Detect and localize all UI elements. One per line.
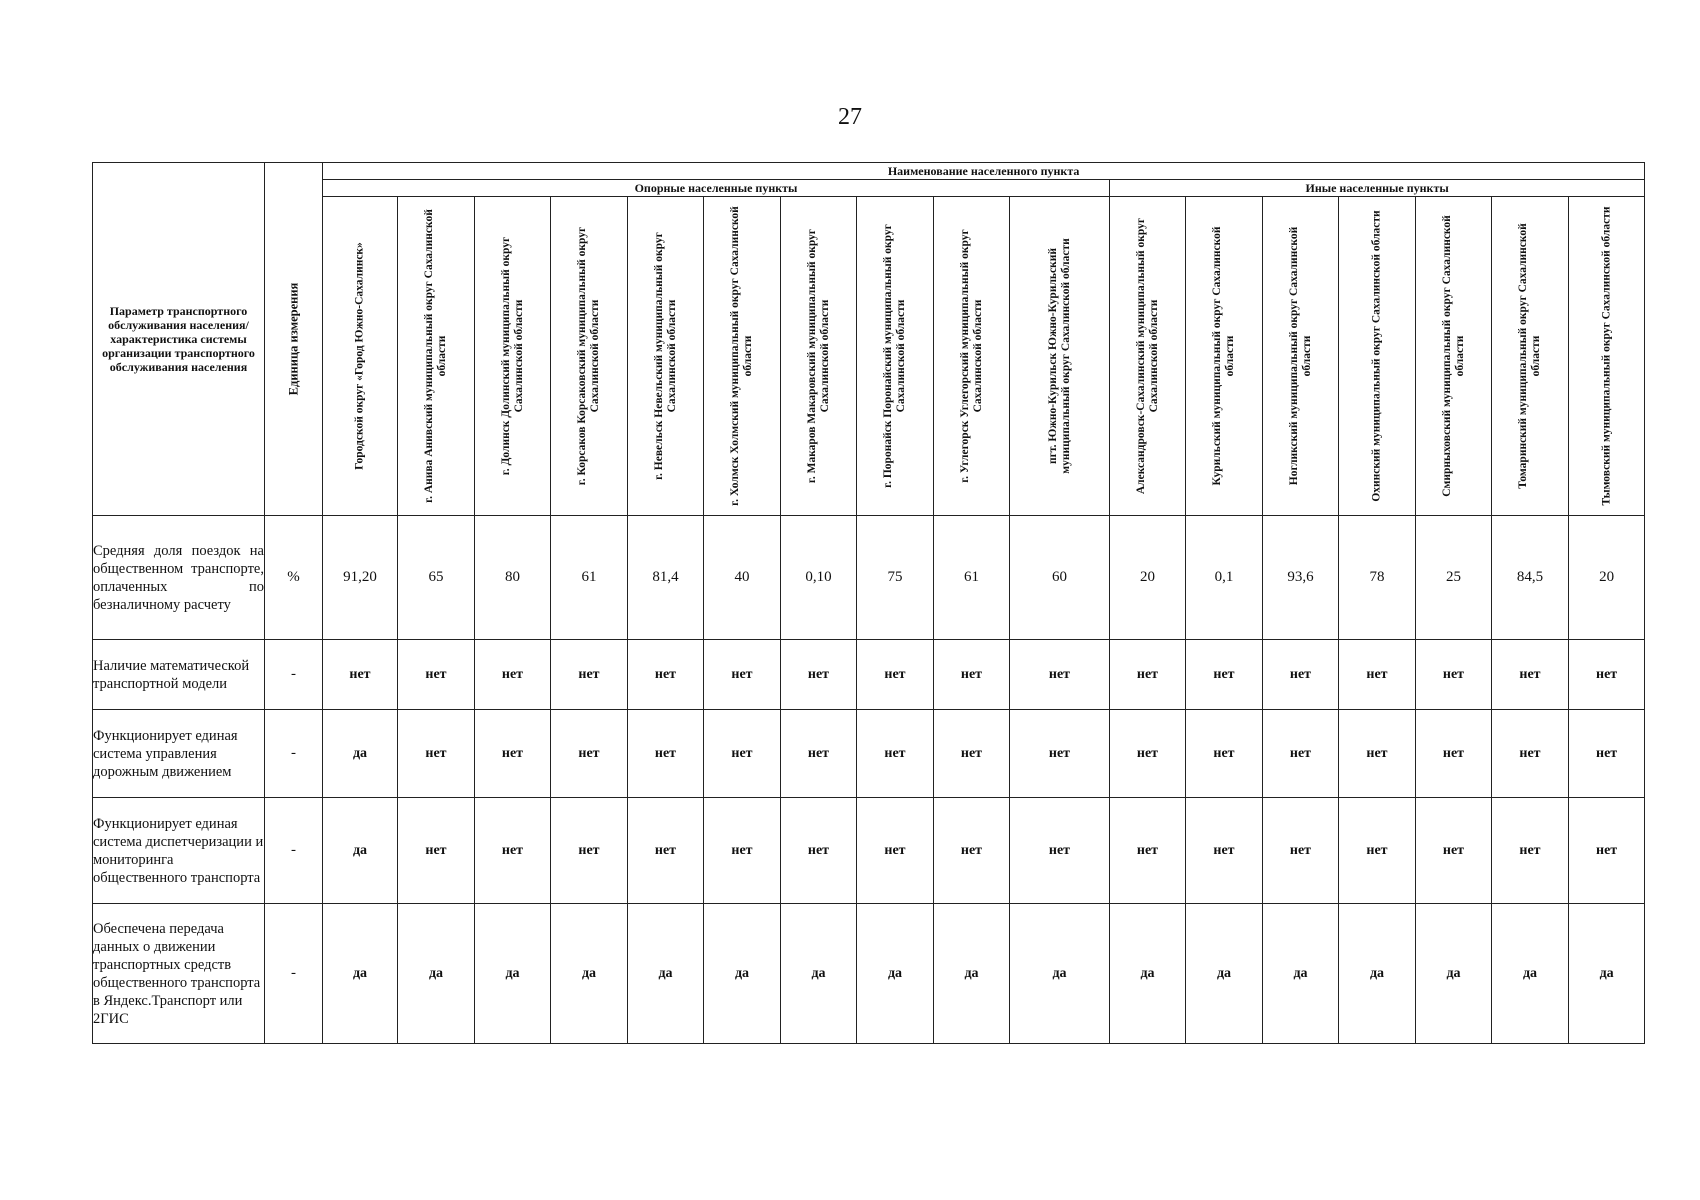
value-cell: да — [1110, 904, 1186, 1044]
value-cell: да — [1569, 904, 1645, 1044]
value-cell: нет — [475, 640, 551, 710]
value-cell: нет — [398, 798, 475, 904]
value-cell: нет — [475, 798, 551, 904]
settlement-column-header-text: Охинский муниципальный округ Сахалинской области — [1370, 210, 1383, 502]
value-cell: нет — [781, 710, 857, 798]
unit-cell: - — [265, 710, 323, 798]
parameter-cell: Наличие математической транспортной модели — [93, 640, 265, 710]
value-cell: нет — [551, 710, 628, 798]
unit-column-header — [265, 163, 323, 516]
settlement-column-header-text: Ногликский муниципальный округ Сахалинской области — [1287, 226, 1313, 486]
value-cell: нет — [1263, 640, 1339, 710]
value-cell: 80 — [475, 516, 551, 640]
value-cell: да — [857, 904, 934, 1044]
settlement-column-header — [1569, 197, 1645, 516]
value-cell: нет — [398, 640, 475, 710]
settlement-column-header — [857, 197, 934, 516]
value-cell: нет — [628, 798, 704, 904]
value-cell: нет — [934, 798, 1010, 904]
value-cell: нет — [1186, 640, 1263, 710]
value-cell: нет — [857, 710, 934, 798]
unit-cell: - — [265, 904, 323, 1044]
value-cell: нет — [704, 640, 781, 710]
value-cell: 0,1 — [1186, 516, 1263, 640]
value-cell: нет — [1110, 798, 1186, 904]
table-row — [93, 710, 1645, 798]
value-cell: да — [475, 904, 551, 1044]
value-cell: нет — [1263, 798, 1339, 904]
value-cell: 91,20 — [323, 516, 398, 640]
value-cell: 81,4 — [628, 516, 704, 640]
value-cell: нет — [1416, 710, 1492, 798]
unit-cell: - — [265, 640, 323, 710]
value-cell: 61 — [934, 516, 1010, 640]
settlement-column-header-text: г. Поронайск Поронайский муниципальный округ Сахалинской области — [882, 224, 907, 488]
settlement-column-header — [934, 197, 1010, 516]
value-cell: да — [934, 904, 1010, 1044]
settlement-column-header — [1110, 197, 1186, 516]
value-cell: да — [398, 904, 475, 1044]
value-cell: 78 — [1339, 516, 1416, 640]
value-cell: нет — [1569, 798, 1645, 904]
value-cell: нет — [551, 798, 628, 904]
value-cell: нет — [857, 640, 934, 710]
unit-cell: % — [265, 516, 323, 640]
settlement-column-header — [1492, 197, 1569, 516]
value-cell: нет — [628, 640, 704, 710]
value-cell: 60 — [1010, 516, 1110, 640]
value-cell: нет — [628, 710, 704, 798]
value-cell: 75 — [857, 516, 934, 640]
table-row — [93, 640, 1645, 710]
settlement-column-header-text: г. Невельск Невельский муниципальный округ Сахалинской области — [652, 232, 678, 480]
value-cell: да — [1263, 904, 1339, 1044]
value-cell: нет — [704, 710, 781, 798]
page-number: 27 — [838, 104, 862, 130]
value-cell: да — [1492, 904, 1569, 1044]
value-cell: да — [1186, 904, 1263, 1044]
other-settlements-header: Иные населенные пункты — [1110, 180, 1645, 197]
settlement-column-header-text: г. Углегорск Углегорский муниципальный округ Сахалинской области — [958, 229, 984, 483]
value-cell: 93,6 — [1263, 516, 1339, 640]
settlement-column-header-text: Курильский муниципальный округ Сахалинской области — [1211, 226, 1236, 486]
value-cell: да — [1416, 904, 1492, 1044]
value-cell: 0,10 — [781, 516, 857, 640]
settlement-column-header-text: Томаринский муниципальный округ Сахалинской области — [1517, 223, 1542, 489]
settlement-column-headers — [93, 197, 1645, 516]
value-cell: нет — [704, 798, 781, 904]
table-row — [93, 904, 1645, 1044]
value-cell: нет — [857, 798, 934, 904]
settlement-column-header — [781, 197, 857, 516]
settlement-column-header — [704, 197, 781, 516]
settlement-column-header — [1010, 197, 1110, 516]
settlement-column-header-text: г. Долинск Долинский муниципальный округ Сахалинской области — [499, 236, 525, 476]
value-cell: нет — [1110, 710, 1186, 798]
settlement-column-header — [1339, 197, 1416, 516]
table-row — [93, 798, 1645, 904]
parameter-cell: Функционирует единая система диспетчеризации и мониторинга общественного транспорта — [93, 798, 265, 904]
unit-cell: - — [265, 798, 323, 904]
transport-parameters-table — [92, 162, 1645, 1044]
parameter-cell: Обеспечена передача данных о движении транспортных средств общественного транспорта в Яндекс.Транспорт или 2ГИС — [93, 904, 265, 1044]
parameter-cell: Средняя доля поездок на общественном транспорте, оплаченных по безналичному расчету — [93, 516, 265, 640]
value-cell: нет — [1339, 710, 1416, 798]
value-cell: нет — [398, 710, 475, 798]
value-cell: да — [323, 904, 398, 1044]
value-cell: нет — [1010, 640, 1110, 710]
value-cell: нет — [1569, 640, 1645, 710]
value-cell: нет — [1492, 798, 1569, 904]
value-cell: нет — [1492, 640, 1569, 710]
settlement-column-header — [1263, 197, 1339, 516]
value-cell: нет — [1010, 798, 1110, 904]
value-cell: 40 — [704, 516, 781, 640]
value-cell: да — [704, 904, 781, 1044]
value-cell: да — [628, 904, 704, 1044]
support-settlements-header: Опорные населенные пункты — [323, 180, 1110, 197]
parameter-cell: Функционирует единая система управления дорожным движением — [93, 710, 265, 798]
value-cell: нет — [1263, 710, 1339, 798]
value-cell: нет — [781, 798, 857, 904]
settlement-column-header-text: г. Холмск Холмский муниципальный округ Сахалинской области — [729, 206, 754, 506]
settlement-column-header-text: г. Макаров Макаровский муниципальный округ Сахалинской области — [805, 228, 831, 484]
value-cell: нет — [1110, 640, 1186, 710]
value-cell: нет — [1339, 798, 1416, 904]
param-column-header: Параметр транспортного обслуживания населения/ характеристика системы организации транспортного обслуживания населения — [93, 163, 265, 516]
settlement-column-header — [398, 197, 475, 516]
table-row — [93, 516, 1645, 640]
value-cell: нет — [1186, 798, 1263, 904]
settlement-column-header-text: Тымовский муниципальный округ Сахалинской области — [1600, 206, 1613, 506]
value-cell: нет — [1416, 640, 1492, 710]
value-cell: нет — [1339, 640, 1416, 710]
table-body — [93, 516, 1645, 1044]
settlement-column-header — [475, 197, 551, 516]
settlement-column-header — [551, 197, 628, 516]
value-cell: да — [1339, 904, 1416, 1044]
value-cell: нет — [475, 710, 551, 798]
value-cell: нет — [934, 710, 1010, 798]
settlement-column-header — [1186, 197, 1263, 516]
value-cell: нет — [551, 640, 628, 710]
settlement-column-header-text: Александровск-Сахалинский муниципальный округ Сахалинской области — [1134, 217, 1160, 495]
value-cell: 25 — [1416, 516, 1492, 640]
settlement-column-header-text: г. Корсаков Корсаковский муниципальный округ Сахалинской области — [576, 226, 601, 486]
value-cell: да — [323, 710, 398, 798]
value-cell: да — [1010, 904, 1110, 1044]
value-cell: 61 — [551, 516, 628, 640]
settlement-name-group-header: Наименование населенного пункта — [323, 163, 1645, 180]
value-cell: 20 — [1110, 516, 1186, 640]
value-cell: 84,5 — [1492, 516, 1569, 640]
settlement-column-header — [1416, 197, 1492, 516]
value-cell: нет — [1010, 710, 1110, 798]
value-cell: да — [781, 904, 857, 1044]
settlement-column-header-text: г. Анива Анивский муниципальный округ Сахалинской области — [423, 209, 448, 503]
settlement-column-header — [628, 197, 704, 516]
value-cell: да — [323, 798, 398, 904]
value-cell: нет — [781, 640, 857, 710]
value-cell: да — [551, 904, 628, 1044]
value-cell: 65 — [398, 516, 475, 640]
value-cell: нет — [1492, 710, 1569, 798]
value-cell: нет — [1186, 710, 1263, 798]
value-cell: нет — [934, 640, 1010, 710]
value-cell: нет — [323, 640, 398, 710]
value-cell: нет — [1416, 798, 1492, 904]
settlement-column-header-text: Городской округ «Город Южно-Сахалинск» — [353, 242, 366, 470]
unit-column-header-text: Единица измерения — [286, 282, 300, 396]
settlement-column-header-text: пгт. Южно-Курильск Южно-Курильский муниципальный округ Сахалинской области — [1046, 238, 1072, 474]
settlement-column-header-text: Смирныховский муниципальный округ Сахалинской области — [1440, 215, 1466, 497]
value-cell: нет — [1569, 710, 1645, 798]
settlement-column-header — [323, 197, 398, 516]
value-cell: 20 — [1569, 516, 1645, 640]
